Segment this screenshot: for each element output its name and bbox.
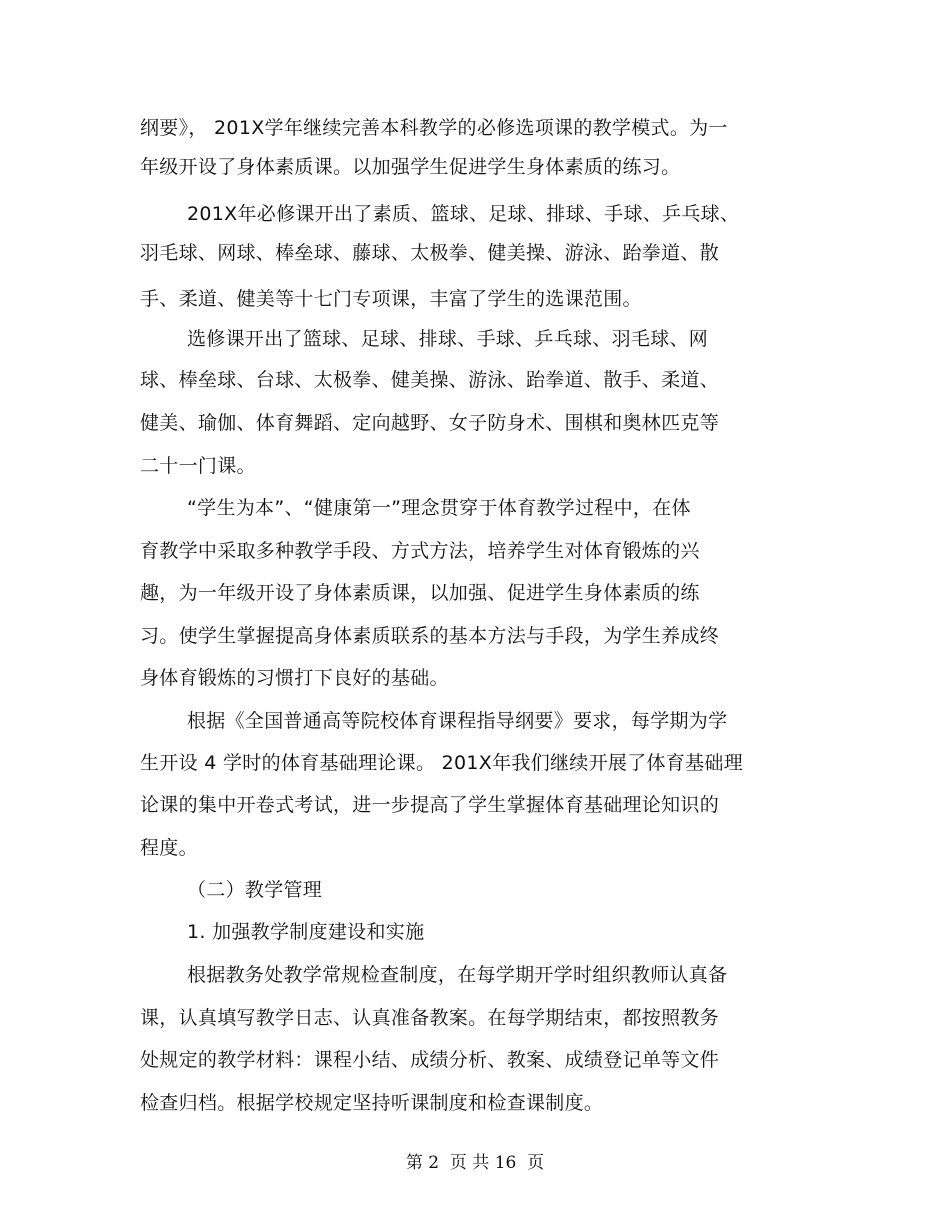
text-line-14: 身体育锻炼的习惯打下良好的基础。 <box>140 667 449 689</box>
text-line-8: 健美、瑜伽、体育舞蹈、定向越野、女子防身术、围棋和奥林匹克等 <box>140 412 720 434</box>
text-line-24: 检查归档。根据学校规定坚持听课制度和检查课制度。 <box>140 1092 604 1114</box>
text-line-7: 球、棒垒球、台球、太极拳、健美操、游泳、跆拳道、散手、柔道、 <box>140 369 720 391</box>
text-line-4: 羽毛球、网球、棒垒球、藤球、太极拳、健美操、游泳、跆拳道、散 <box>140 242 720 264</box>
text-line-16: 生开设 4 学时的体育基础理论课。 201X年我们继续开展了体育基础理 <box>140 752 743 774</box>
text-line-9: 二十一门课。 <box>140 455 256 477</box>
text-line-21: 根据教务处教学常规检查制度，在每学期开学时组织教师认真备 <box>187 964 728 986</box>
text-line-5: 手、柔道、健美等十七门专项课，丰富了学生的选课范围。 <box>140 288 642 310</box>
text-line-2: 年级开设了身体素质课。以加强学生促进学生身体素质的练习。 <box>140 156 681 178</box>
section-heading: （二）教学管理 <box>187 879 323 901</box>
text-line-11: 育教学中采取多种教学手段、方式方法，培养学生对体育锻炼的兴 <box>140 540 700 562</box>
text-line-22: 课，认真填写教学日志、认真准备教案。在每学期结束，都按照教务 <box>140 1007 720 1029</box>
text-line-13: 习。使学生掌握提高身体素质联系的基本方法与手段，为学生养成终 <box>140 625 720 647</box>
text-line-3: 201X年必修课开出了素质、篮球、足球、排球、手球、乒乓球、 <box>187 203 740 225</box>
text-line-1: 纲要》， 201X学年继续完善本科教学的必修选项课的教学模式。为一 <box>140 117 728 139</box>
text-line-12: 趣，为一年级开设了身体素质课，以加强、促进学生身体素质的练 <box>140 582 700 604</box>
text-line-6: 选修课开出了篮球、足球、排球、手球、乒乓球、羽毛球、网 <box>187 328 709 350</box>
text-line-10: “学生为本”、“健康第一”理念贯穿于体育教学过程中，在体 <box>187 497 691 519</box>
text-line-17: 论课的集中开卷式考试，进一步提高了学生掌握体育基础理论知识的 <box>140 794 720 816</box>
page-footer: 第 2 页 共 16 页 <box>405 1153 545 1173</box>
subsection-heading: 1. 加强教学制度建设和实施 <box>187 921 425 943</box>
text-line-18: 程度。 <box>140 837 198 859</box>
text-line-15: 根据《全国普通高等院校体育课程指导纲要》要求，每学期为学 <box>187 710 728 732</box>
text-line-23: 处规定的教学材料：课程小结、成绩分析、教案、成绩登记单等文件 <box>140 1049 720 1071</box>
